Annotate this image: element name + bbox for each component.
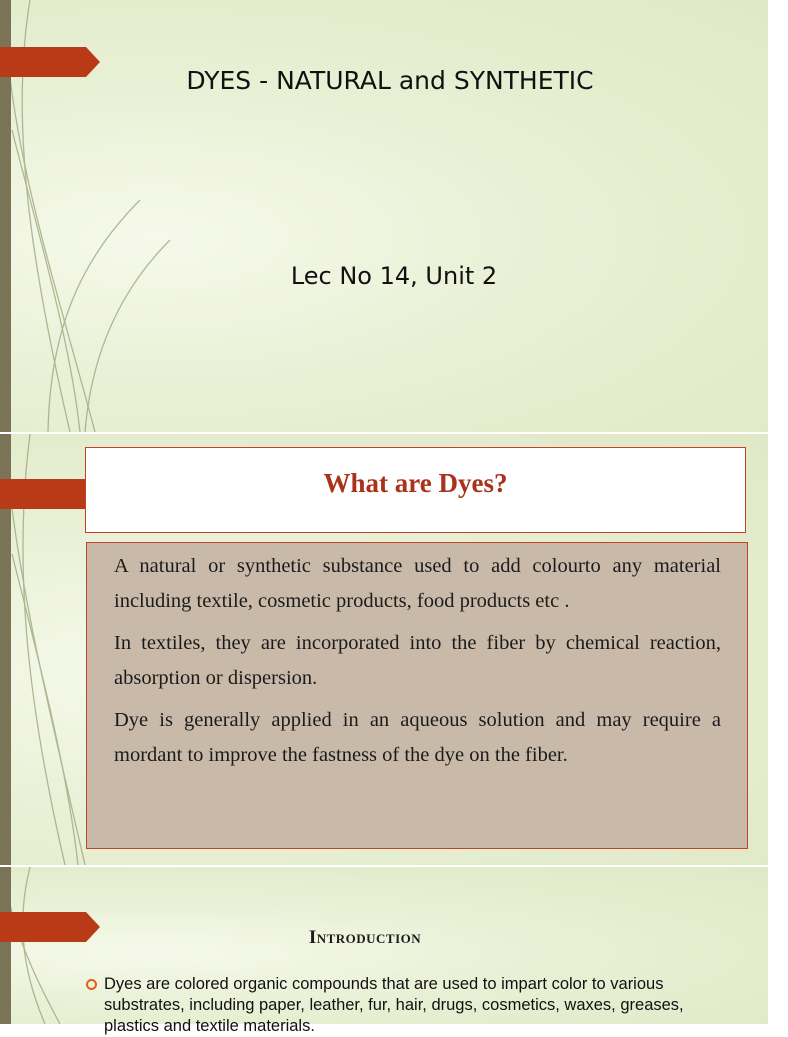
definition-box — [86, 542, 748, 849]
list-item: Dyes are colored organic compounds that are used to impart color to various substrates, including paper, leather, fur, hair, drugs, cosmetics, waxes, greases, plastics and textile materials. — [86, 974, 726, 1037]
slide-what-are-dyes — [0, 434, 768, 865]
bullet-ring-icon — [86, 979, 97, 990]
slide-heading: Introduction — [308, 927, 422, 948]
slide-heading: What are Dyes? — [323, 467, 508, 498]
slide-title-text: DYES - NATURAL and SYNTHETIC — [186, 66, 594, 95]
list-item: In textiles, they are incorporated into the fiber by chemical reaction, absorption or dispersion. — [114, 632, 721, 689]
slide-introduction — [0, 867, 768, 1035]
heading-box — [85, 447, 746, 533]
list-item: A natural or synthetic substance used to add colourto any material including textile, cosmetic products, food products etc . — [114, 555, 721, 612]
bullet-list — [86, 974, 726, 1037]
list-item: Dye is generally applied in an aqueous solution and may require a mordant to improve the fastness of the dye on the fiber. — [114, 709, 721, 766]
slide-subtitle: Lec No 14, Unit 2 — [290, 262, 498, 290]
slide-title — [0, 0, 768, 432]
